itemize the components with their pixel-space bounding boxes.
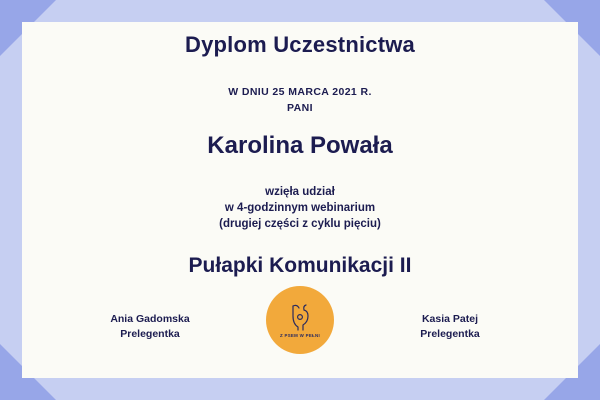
recipient-name: Karolina Powała — [207, 132, 393, 159]
certificate-content — [22, 22, 578, 378]
body-line-2: w 4-godzinnym webinarium — [224, 202, 376, 214]
signature-right — [360, 312, 540, 356]
signature-left-role: Prelegentka — [120, 328, 180, 340]
salutation: PANI — [287, 102, 313, 114]
signature-left — [60, 312, 240, 356]
seal-text: Z PSEM W PEŁNI — [279, 333, 321, 338]
signature-right-name: Kasia Patej — [421, 313, 479, 325]
seal-badge — [266, 286, 334, 354]
seal-inner — [268, 302, 332, 338]
dog-seal-icon — [289, 302, 311, 332]
body-text — [22, 184, 578, 232]
signature-left-name: Ania Gadomska — [110, 313, 190, 325]
issue-date: W DNIU 25 MARCA 2021 R. — [228, 86, 372, 98]
body-line-3: (drugiej części z cyklu pięciu) — [219, 218, 381, 230]
signature-row — [22, 286, 578, 356]
signature-right-role: Prelegentka — [420, 328, 480, 340]
page-title: Dyplom Uczestnictwa — [185, 32, 415, 57]
course-title: Pułapki Komunikacji II — [188, 254, 412, 277]
body-line-1: wzięła udział — [265, 186, 335, 198]
